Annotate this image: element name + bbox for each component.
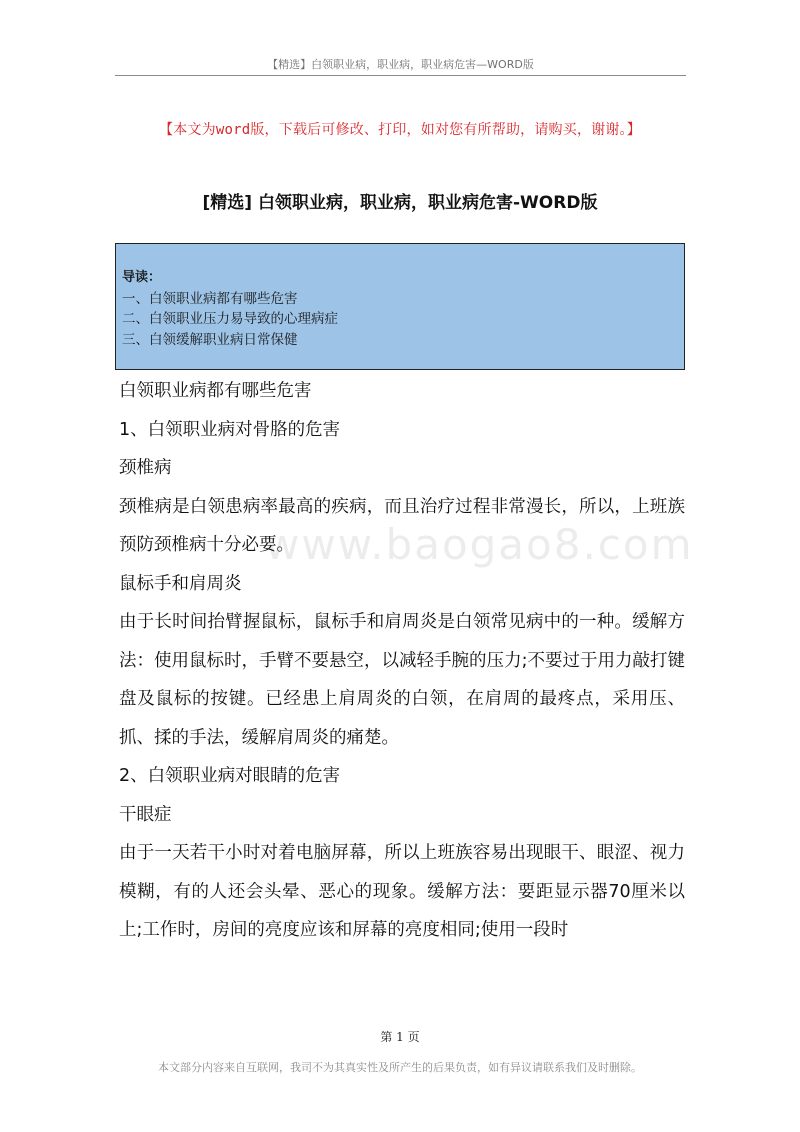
- guide-label: 导读：: [122, 270, 162, 285]
- topic-heading: 鼠标手和肩周炎: [119, 573, 242, 594]
- purchase-notice: 【本文为word版，下载后可修改、打印，如对您有所帮助，请购买，谢谢。】: [159, 122, 641, 138]
- body-paragraph: 由于长时间抬臂握鼠标，鼠标手和肩周炎是白领常见病中的一种。缓解方法：使用鼠标时，手臂不要悬空，以减轻手腕的压力;不要过于用力敲打键盘及鼠标的按键。已经患上肩周炎的白领，在肩周的最疼点，采用压、抓、揉的手法，缓解肩周炎的痛楚。: [119, 612, 685, 748]
- watermark: www.baogao8.com: [265, 520, 694, 569]
- guide-box: [115, 243, 685, 370]
- section-heading: 白领职业病都有哪些危害: [119, 381, 312, 401]
- topic-heading: 干眼症: [119, 804, 172, 825]
- subsection-heading: 1、白领职业病对骨胳的危害: [119, 419, 341, 440]
- guide-item: 二、白领职业压力易导致的心理病症: [122, 311, 338, 327]
- body-paragraph: 颈椎病是白领患病率最高的疾病，而且治疗过程非常漫长，所以，上班族预防颈椎病十分必要。: [119, 496, 685, 555]
- document-body: [119, 372, 685, 950]
- subsection-heading: 2、白领职业病对眼睛的危害: [119, 766, 341, 786]
- topic-heading: 颈椎病: [119, 458, 172, 478]
- header-divider: [115, 75, 686, 76]
- guide-item: 一、白领职业病都有哪些危害: [122, 290, 298, 307]
- guide-item: 三、白领缓解职业病日常保健: [122, 331, 298, 348]
- page-footer-disclaimer: 本文部分内容来自互联网，我司不为其真实性及所产生的后果负责，如有异议请联系我们及时删除。: [158, 1061, 642, 1074]
- body-paragraph: 由于一天若干小时对着电脑屏幕，所以上班族容易出现眼干、眼涩、视力模糊，有的人还会头晕、恶心的现象。缓解方法：要距显示器70厘米以上;工作时，房间的亮度应该和屏幕的亮度相同;使用一段时: [119, 843, 685, 940]
- page-header: 【精选】白领职业病，职业病，职业病危害—WORD版: [267, 58, 534, 71]
- page-number: 第 1 页: [380, 1030, 420, 1044]
- document-title: [精选] 白领职业病，职业病，职业病危害-WORD版: [202, 193, 598, 213]
